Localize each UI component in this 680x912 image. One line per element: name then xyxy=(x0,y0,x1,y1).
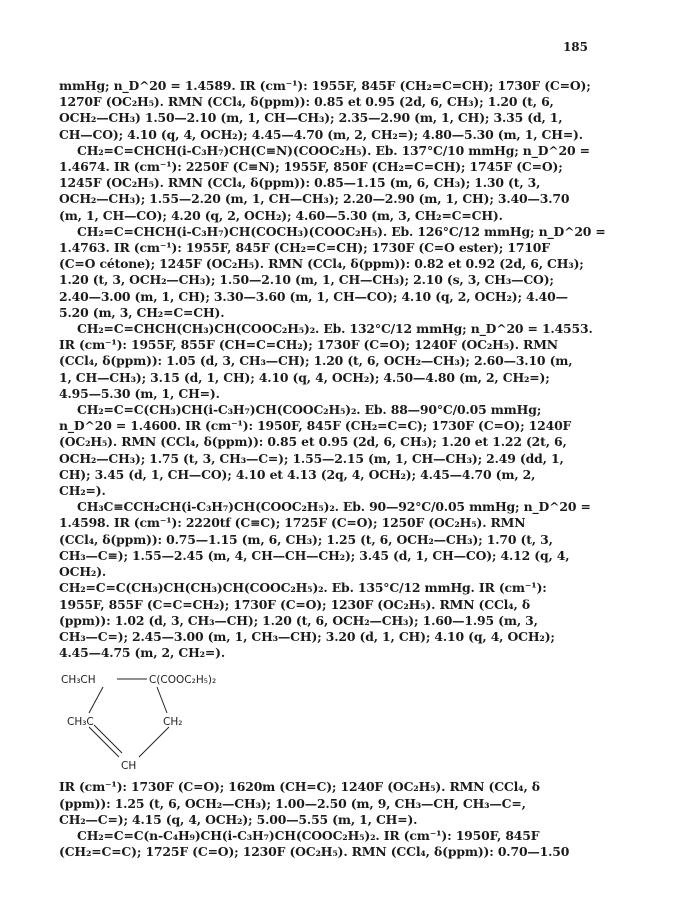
text-line: (OC₂H₅). RMN (CCl₄, δ(ppm)): 0.85 et 0.95 (2d, 6, CH₃); 1.20 et 1.22 (2t, 6, xyxy=(59,434,567,450)
text-line: (ppm)): 1.02 (d, 3, CH₃—CH); 1.20 (t, 6, OCH₂—CH₃); 1.60—1.95 (m, 3, xyxy=(59,612,538,628)
atom-label-ch: CH xyxy=(121,760,137,773)
cyclopentene-structure-diagram xyxy=(59,665,621,773)
spectral-data-part-2 xyxy=(59,779,621,860)
bond-right-lower xyxy=(139,727,169,757)
text-line: CH₃C≡CCH₂CH(i-C₃H₇)CH(COOC₂H₅)₂. Eb. 90—92°C/0.05 mmHg; n_D^20 = xyxy=(77,499,591,515)
text-line: CH); 3.45 (d, 1, CH—CO); 4.10 et 4.13 (2q, 4, OCH₂); 4.45—4.70 (m, 2, xyxy=(59,466,536,482)
text-line: IR (cm⁻¹): 1730F (C=O); 1620m (CH=C); 1240F (OC₂H₅). RMN (CCl₄, δ xyxy=(59,779,540,795)
text-line: n_D^20 = 1.4600. IR (cm⁻¹): 1950F, 845F (CH₂=C=C); 1730F (C=O); 1240F xyxy=(59,418,572,434)
text-line: 1, CH—CH₃); 3.15 (d, 1, CH); 4.10 (q, 4, OCH₂); 4.50—4.80 (m, 2, CH₂=); xyxy=(59,369,550,385)
text-line: CH₂=). xyxy=(59,483,106,499)
text-line: OCH₂—CH₃); 1.55—2.20 (m, 1, CH—CH₃); 2.20—2.90 (m, 1, CH); 3.40—3.70 xyxy=(59,191,570,207)
spectral-data-part-1 xyxy=(59,78,621,661)
atom-label-ch2: CH₂ xyxy=(163,716,183,729)
text-line: CH₂=C=C(CH₃)CH(CH₃)CH(COOC₂H₅)₂. Eb. 135°C/12 mmHg. IR (cm⁻¹): xyxy=(59,580,547,596)
bond-left-lower-a xyxy=(89,727,119,757)
text-line: mmHg; n_D^20 = 1.4589. IR (cm⁻¹): 1955F, 845F (CH₂=C=CH); 1730F (C=O); xyxy=(59,78,591,93)
text-line: CH₂=C=CHCH(i-C₃H₇)CH(C≡N)(COOC₂H₅). Eb. 137°C/10 mmHg; n_D^20 = xyxy=(77,142,590,158)
text-line: CH₃—C≡); 1.55—2.45 (m, 4, CH—CH—CH₂); 3.45 (d, 1, CH—CO); 4.12 (q, 4, xyxy=(59,547,570,563)
text-line: IR (cm⁻¹): 1955F, 855F (CH=C=CH₂); 1730F (C=O); 1240F (OC₂H₅). RMN xyxy=(59,337,558,353)
text-line: (m, 1, CH—CO); 4.20 (q, 2, OCH₂); 4.60—5.30 (m, 3, CH₂=C=CH). xyxy=(59,207,503,223)
text-line: 1955F, 855F (C=C=CH₂); 1730F (C=O); 1230F (OC₂H₅). RMN (CCl₄, δ xyxy=(59,596,530,612)
text-line: 1.4674. IR (cm⁻¹): 2250F (C≡N); 1955F, 850F (CH₂=C=CH); 1745F (C=O); xyxy=(59,159,563,175)
text-line: (C=O cétone); 1245F (OC₂H₅). RMN (CCl₄, δ(ppm)): 0.82 et 0.92 (2d, 6, CH₃); xyxy=(59,256,584,272)
text-line: 2.40—3.00 (m, 1, CH); 3.30—3.60 (m, 1, CH—CO); 4.10 (q, 2, OCH₂); 4.40— xyxy=(59,288,568,304)
text-line: CH₂=C=C(n-C₄H₉)CH(i-C₃H₇)CH(COOC₂H₅)₂. IR (cm⁻¹): 1950F, 845F xyxy=(77,827,540,843)
text-line: OCH₂—CH₃); 1.75 (t, 3, CH₃—C=); 1.55—2.15 (m, 1, CH—CH₃); 2.49 (dd, 1, xyxy=(59,450,564,466)
text-line: 1.4598. IR (cm⁻¹): 2220tf (C≡C); 1725F (C=O); 1250F (OC₂H₅). RMN xyxy=(59,515,526,531)
text-line: CH₂=C=CHCH(i-C₃H₇)CH(COCH₃)(COOC₂H₅). Eb. 126°C/12 mmHg; n_D^20 = xyxy=(77,223,606,239)
text-line: (CCl₄, δ(ppm)): 0.75—1.15 (m, 6, CH₃); 1.25 (t, 6, OCH₂—CH₃); 1.70 (t, 3, xyxy=(59,531,553,547)
text-line: (CCl₄, δ(ppm)): 1.05 (d, 3, CH₃—CH); 1.20 (t, 6, OCH₂—CH₃); 2.60—3.10 (m, xyxy=(59,353,573,369)
structure-svg xyxy=(59,665,279,773)
text-line: (CH₂=C=C); 1725F (C=O); 1230F (OC₂H₅). RMN (CCl₄, δ(ppm)): 0.70—1.50 xyxy=(59,844,570,860)
text-line: 5.20 (m, 3, CH₂=C=CH). xyxy=(59,304,225,320)
bond-left-upper xyxy=(89,687,103,713)
text-line: 1.20 (t, 3, OCH₂—CH₃); 1.50—2.10 (m, 1, CH—CH₃); 2.10 (s, 3, CH₃—CO); xyxy=(59,272,554,288)
text-line: 1245F (OC₂H₅). RMN (CCl₄, δ(ppm)): 0.85—1.15 (m, 6, CH₃); 1.30 (t, 3, xyxy=(59,175,541,191)
text-line: OCH₂). xyxy=(59,564,107,580)
text-line: 1270F (OC₂H₅). RMN (CCl₄, δ(ppm)): 0.85 et 0.95 (2d, 6, CH₃); 1.20 (t, 6, xyxy=(59,94,554,110)
text-line: 1.4763. IR (cm⁻¹): 1955F, 845F (CH₂=C=CH); 1730F (C=O ester); 1710F xyxy=(59,240,550,256)
bond-left-lower-b xyxy=(94,725,122,753)
text-line: OCH₂—CH₃) 1.50—2.10 (m, 1, CH—CH₃); 2.35—2.90 (m, 1, CH); 3.35 (d, 1, xyxy=(59,110,563,126)
text-line: CH—CO); 4.10 (q, 4, OCH₂); 4.45—4.70 (m, 2, CH₂=); 4.80—5.30 (m, 1, CH=). xyxy=(59,126,583,142)
text-line: 4.45—4.75 (m, 2, CH₂=). xyxy=(59,645,226,661)
text-line: CH₃—C=); 2.45—3.00 (m, 1, CH₃—CH); 3.20 (d, 1, CH); 4.10 (q, 4, OCH₂); xyxy=(59,628,555,644)
atom-label-chch3: CH₃CH xyxy=(61,674,96,687)
text-line: 4.95—5.30 (m, 1, CH=). xyxy=(59,385,220,401)
text-line: CH₂=C=CHCH(CH₃)CH(COOC₂H₅)₂. Eb. 132°C/12 mmHg; n_D^20 = 1.4553. xyxy=(77,321,593,337)
atom-label-ch3c: CH₃C xyxy=(67,716,94,729)
bond-right-upper xyxy=(157,687,167,713)
text-line: CH₂=C=C(CH₃)CH(i-C₃H₇)CH(COOC₂H₅)₂. Eb. 88—90°C/0.05 mmHg; xyxy=(77,402,542,418)
atom-label-cester: C(COOC₂H₅)₂ xyxy=(149,674,217,687)
text-line: (ppm)): 1.25 (t, 6, OCH₂—CH₃); 1.00—2.50 (m, 9, CH₃—CH, CH₃—C=, xyxy=(59,795,526,811)
page-number: 185 xyxy=(562,40,588,54)
text-line: CH₂—C=); 4.15 (q, 4, OCH₂); 5.00—5.55 (m, 1, CH=). xyxy=(59,811,418,827)
document-body xyxy=(59,78,621,860)
